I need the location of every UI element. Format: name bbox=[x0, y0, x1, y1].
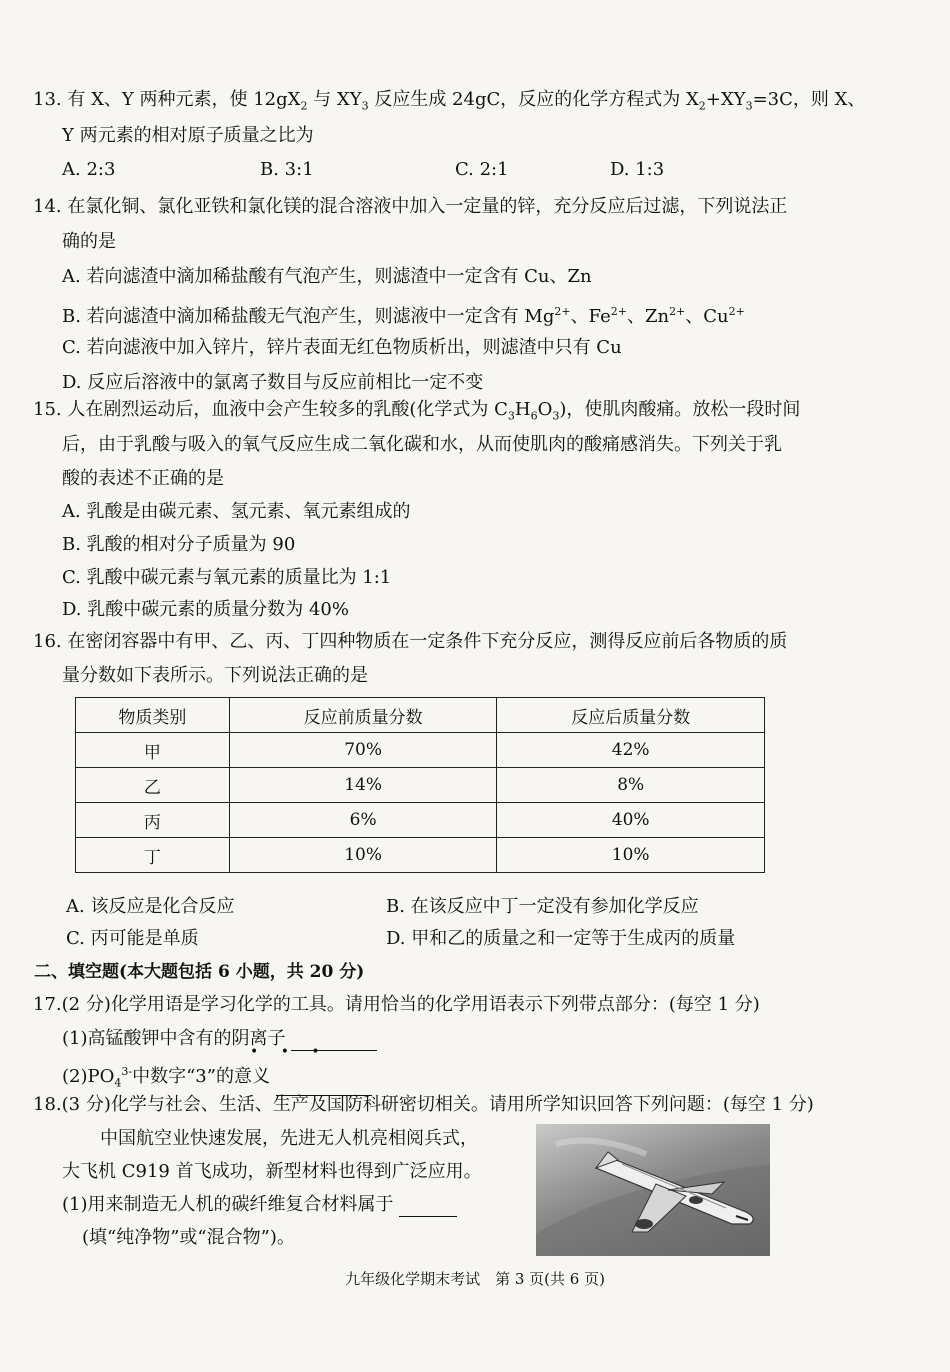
table-header: 反应后质量分数 bbox=[497, 698, 765, 733]
q15-line3: 酸的表述不正确的是 bbox=[62, 468, 224, 489]
section-heading: 二、填空题(本大题包括 6 小题，共 20 分) bbox=[34, 962, 365, 982]
q14-option-d: D. 反应后溶液中的氯离子数目与反应前相比一定不变 bbox=[62, 372, 484, 393]
q18-sub1 bbox=[62, 1193, 457, 1217]
q15-option-a: A. 乳酸是由碳元素、氢元素、氧元素组成的 bbox=[62, 501, 411, 522]
q18-sub1-hint: (填“纯净物”或“混合物”)。 bbox=[82, 1227, 295, 1248]
q15-line1 bbox=[33, 398, 800, 429]
q18-para1: 中国航空业快速发展，先进无人机亮相阅兵式， bbox=[100, 1128, 478, 1149]
airplane-icon bbox=[536, 1124, 770, 1256]
q13-sub4: 3 bbox=[745, 99, 753, 113]
q14-option-b-text: B. 若向滤渣中滴加稀盐酸无气泡产生，则滤液中一定含有 Mg bbox=[62, 306, 555, 327]
q16-option-b: B. 在该反应中丁一定没有参加化学反应 bbox=[386, 896, 699, 917]
q16-option-c: C. 丙可能是单质 bbox=[66, 928, 199, 949]
table-cell: 甲 bbox=[76, 733, 230, 768]
q13-option-c: C. 2:1 bbox=[455, 159, 509, 180]
table-cell: 40% bbox=[497, 803, 765, 838]
q13-text-a: 13. 有 X、Y 两种元素，使 12gX bbox=[33, 89, 301, 110]
q17-sub2-subscript: 4 bbox=[114, 1076, 122, 1090]
q17-line1: 17.(2 分)化学用语是学习化学的工具。请用恰当的化学用语表示下列带点部分：(每空 1 分) bbox=[33, 994, 760, 1015]
q14-line1: 14. 在氯化铜、氯化亚铁和氯化镁的混合溶液中加入一定量的锌，充分反应后过滤，下列说法正 bbox=[33, 196, 788, 217]
q16-option-a: A. 该反应是化合反应 bbox=[66, 896, 235, 917]
q14-option-a: A. 若向滤渣中滴加稀盐酸有气泡产生，则滤渣中一定含有 Cu、Zn bbox=[62, 266, 592, 287]
q17-sub1-text: (1)高锰酸钾中含有的阴离子 bbox=[62, 1028, 286, 1049]
q13-sub3: 2 bbox=[698, 99, 706, 113]
ion-charge: 2+ bbox=[610, 305, 627, 318]
table-row bbox=[76, 733, 765, 768]
q18-line1: 18.(3 分)化学与社会、生活、生产及国防科研密切相关。请用所学知识回答下列问题：(每空 1 分) bbox=[33, 1094, 814, 1115]
q17-sub2-text-a: (2)PO bbox=[62, 1066, 115, 1087]
table-cell: 10% bbox=[497, 838, 765, 873]
table-header: 物质类别 bbox=[76, 698, 230, 733]
emphasis-dots: • • • bbox=[250, 1044, 329, 1060]
q15-sub2: 6 bbox=[530, 409, 538, 423]
q15-sub1: 3 bbox=[507, 409, 515, 423]
q17-sub2-superscript: 3- bbox=[121, 1065, 133, 1078]
table-cell: 10% bbox=[229, 838, 497, 873]
table-cell: 6% bbox=[229, 803, 497, 838]
ion-charge: 2+ bbox=[554, 305, 571, 318]
q18-para2: 大飞机 C919 首飞成功，新型材料也得到广泛应用。 bbox=[62, 1161, 482, 1182]
q17-sub1 bbox=[62, 1027, 377, 1051]
q13-option-b: B. 3:1 bbox=[260, 159, 314, 180]
q13-text-b: 与 XY bbox=[307, 89, 362, 110]
table-cell: 42% bbox=[497, 733, 765, 768]
q14-option-b bbox=[62, 300, 745, 329]
q14-option-c: C. 若向滤液中加入锌片，锌片表面无红色物质析出，则滤渣中只有 Cu bbox=[62, 337, 622, 358]
q13-text-d: +XY bbox=[705, 89, 746, 110]
q18-sub1-text: (1)用来制造无人机的碳纤维复合材料属于 bbox=[62, 1194, 394, 1215]
q13-sub2: 3 bbox=[361, 99, 369, 113]
q15-text-b: H bbox=[514, 399, 531, 420]
q13-text-c: 反应生成 24gC，反应的化学方程式为 X bbox=[368, 89, 699, 110]
ion-charge: 2+ bbox=[669, 305, 686, 318]
q17-sub2-text-b: 中数字“3”的意义 bbox=[132, 1066, 270, 1087]
table-cell: 14% bbox=[229, 768, 497, 803]
table-header: 反应前质量分数 bbox=[229, 698, 497, 733]
q15-option-c: C. 乳酸中碳元素与氧元素的质量比为 1:1 bbox=[62, 567, 392, 588]
table-cell: 70% bbox=[229, 733, 497, 768]
q13-option-d: D. 1:3 bbox=[610, 159, 665, 180]
q15-text-a: 15. 人在剧烈运动后，血液中会产生较多的乳酸(化学式为 C bbox=[33, 399, 508, 420]
table-header-row bbox=[76, 698, 765, 733]
table-row bbox=[76, 803, 765, 838]
table-cell: 丙 bbox=[76, 803, 230, 838]
q15-sub3: 3 bbox=[552, 409, 560, 423]
table-cell: 乙 bbox=[76, 768, 230, 803]
ion-sep: 、Zn bbox=[626, 306, 670, 327]
table-row bbox=[76, 838, 765, 873]
q16-line2: 量分数如下表所示。下列说法正确的是 bbox=[62, 665, 368, 686]
q14-line2: 确的是 bbox=[62, 231, 116, 252]
q15-option-d: D. 乳酸中碳元素的质量分数为 40% bbox=[62, 599, 349, 620]
page-footer: 九年级化学期末考试 第 3 页(共 6 页) bbox=[345, 1270, 605, 1288]
q13-text-e: =3C，则 X、 bbox=[752, 89, 866, 110]
q15-text-c: O bbox=[537, 399, 553, 420]
airplane-photo bbox=[536, 1124, 770, 1256]
answer-blank[interactable] bbox=[399, 1198, 457, 1217]
q13-option-a: A. 2:3 bbox=[62, 159, 116, 180]
q17-sub2 bbox=[62, 1060, 372, 1096]
q15-text-d: )，使肌肉酸痛。放松一段时间 bbox=[559, 399, 801, 420]
q15-line2: 后，由于乳酸与吸入的氧气反应生成二氧化碳和水，从而使肌肉的酸痛感消失。下列关于乳 bbox=[62, 434, 782, 455]
table-cell: 丁 bbox=[76, 838, 230, 873]
ion-charge: 2+ bbox=[728, 305, 745, 318]
q15-option-b: B. 乳酸的相对分子质量为 90 bbox=[62, 534, 296, 555]
table-cell: 8% bbox=[497, 768, 765, 803]
ion-sep: 、Cu bbox=[685, 306, 729, 327]
table-row bbox=[76, 768, 765, 803]
q13-line2: Y 两元素的相对原子质量之比为 bbox=[62, 125, 314, 146]
mass-fraction-table bbox=[75, 697, 765, 873]
ion-sep: 、Fe bbox=[570, 306, 611, 327]
q13-sub1: 2 bbox=[300, 99, 308, 113]
q16-option-d: D. 甲和乙的质量之和一定等于生成丙的质量 bbox=[386, 928, 736, 949]
q13-line1 bbox=[33, 88, 865, 119]
q16-line1: 16. 在密闭容器中有甲、乙、丙、丁四种物质在一定条件下充分反应，测得反应前后各物质的质 bbox=[33, 631, 788, 652]
